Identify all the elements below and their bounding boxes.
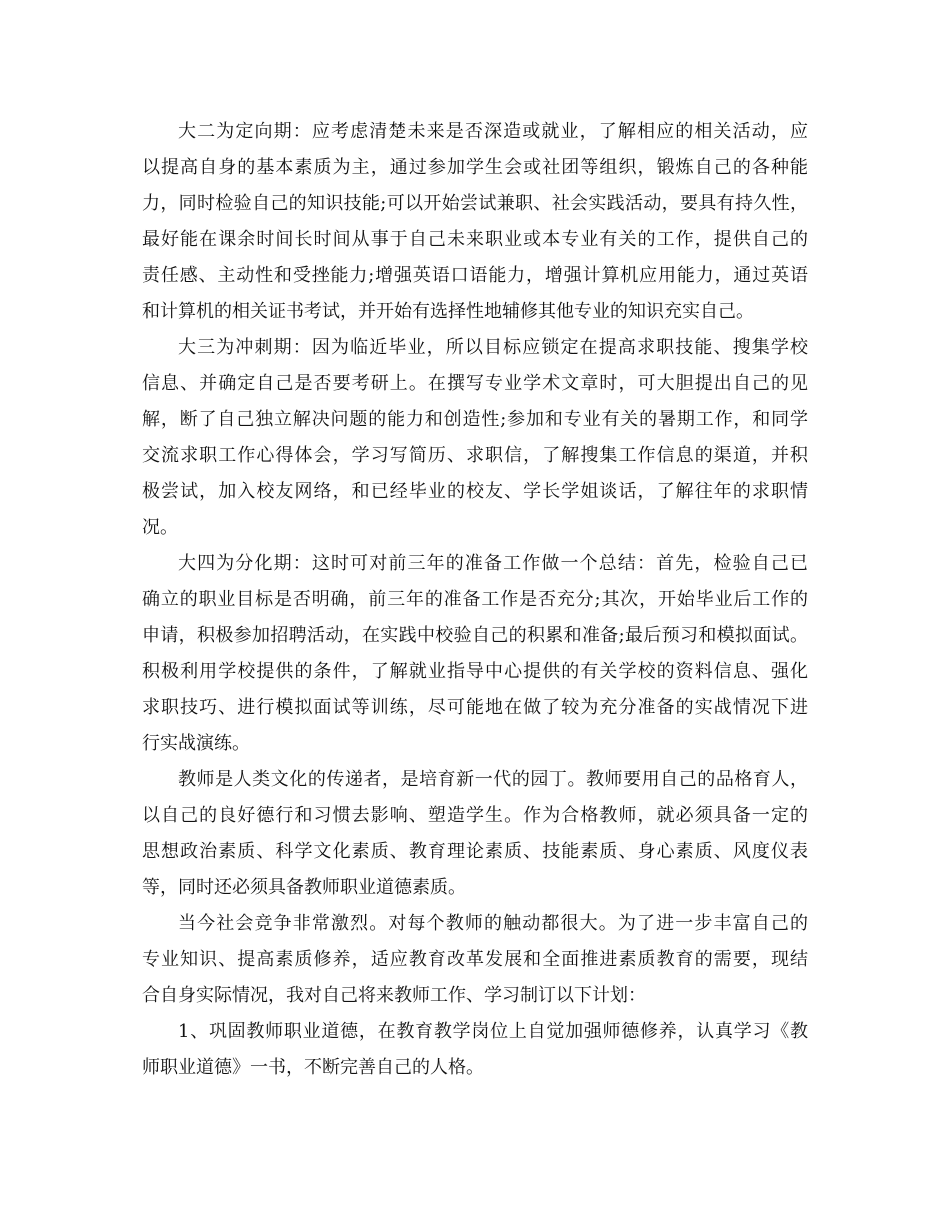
text-line: 最好能在课余时间长时间从事于自己未来职业或本专业有关的工作，提供自己的: [142, 229, 808, 250]
paragraph-sophomore: [142, 114, 808, 330]
text-line: 以提高自身的基本素质为主，通过参加学生会或社团等组织，锻炼自己的各种能: [142, 157, 808, 178]
text-line: 解，断了自己独立解决问题的能力和创造性;参加和专业有关的暑期工作，和同学: [142, 409, 808, 430]
document-body: [142, 114, 808, 1086]
text-line: 和计算机的相关证书考试，并开始有选择性地辅修其他专业的知识充实自己。: [142, 301, 754, 322]
text-line: 交流求职工作心得体会，学习写简历、求职信，了解搜集工作信息的渠道，并积: [142, 445, 808, 466]
text-line: 当今社会竞争非常激烈。对每个教师的触动都很大。为了进一步丰富自己的: [178, 913, 808, 934]
text-line: 积极利用学校提供的条件，了解就业指导中心提供的有关学校的资料信息、强化: [142, 661, 808, 682]
paragraph-plan-item-1: [142, 1014, 808, 1086]
text-line: 专业知识、提高素质修养，适应教育改革发展和全面推进素质教育的需要，现结: [142, 949, 808, 970]
text-line: 责任感、主动性和受挫能力;增强英语口语能力，增强计算机应用能力，通过英语: [142, 265, 808, 286]
text-line: 1、巩固教师职业道德，在教育教学岗位上自觉加强师德修养，认真学习《教: [178, 1021, 808, 1042]
paragraph-teacher-role: [142, 762, 808, 906]
text-line: 申请，积极参加招聘活动，在实践中校验自己的积累和准备;最后预习和模拟面试。: [142, 625, 808, 646]
text-line: 教师是人类文化的传递者，是培育新一代的园丁。教师要用自己的品格育人，: [178, 769, 808, 790]
text-line: 信息、并确定自己是否要考研上。在撰写专业学术文章时，可大胆提出自己的见: [142, 373, 808, 394]
text-line: 极尝试，加入校友网络，和已经毕业的校友、学长学姐谈话，了解往年的求职情: [142, 481, 808, 502]
text-line: 确立的职业目标是否明确，前三年的准备工作是否充分;其次，开始毕业后工作的: [142, 589, 808, 610]
text-line: 求职技巧、进行模拟面试等训练，尽可能地在做了较为充分准备的实战情况下进: [142, 697, 808, 718]
paragraph-senior: [142, 546, 808, 762]
text-line: 等，同时还必须具备教师职业道德素质。: [142, 877, 466, 898]
text-line: 师职业道德》一书，不断完善自己的人格。: [142, 1057, 484, 1078]
text-line: 合自身实际情况，我对自己将来教师工作、学习制订以下计划：: [142, 985, 646, 1006]
text-line: 思想政治素质、科学文化素质、教育理论素质、技能素质、身心素质、风度仪表: [142, 841, 808, 862]
paragraph-plan-intro: [142, 906, 808, 1014]
text-line: 以自己的良好德行和习惯去影响、塑造学生。作为合格教师，就必须具备一定的: [142, 805, 808, 826]
paragraph-junior: [142, 330, 808, 546]
text-line: 大四为分化期：这时可对前三年的准备工作做一个总结：首先，检验自己已: [178, 553, 808, 574]
text-line: 大二为定向期：应考虑清楚未来是否深造或就业，了解相应的相关活动，应: [178, 121, 808, 142]
text-line: 力，同时检验自己的知识技能;可以开始尝试兼职、社会实践活动，要具有持久性，: [142, 193, 808, 214]
text-line: 大三为冲刺期：因为临近毕业，所以目标应锁定在提高求职技能、搜集学校: [178, 337, 808, 358]
text-line: 况。: [142, 517, 178, 538]
text-line: 行实战演练。: [142, 733, 250, 754]
